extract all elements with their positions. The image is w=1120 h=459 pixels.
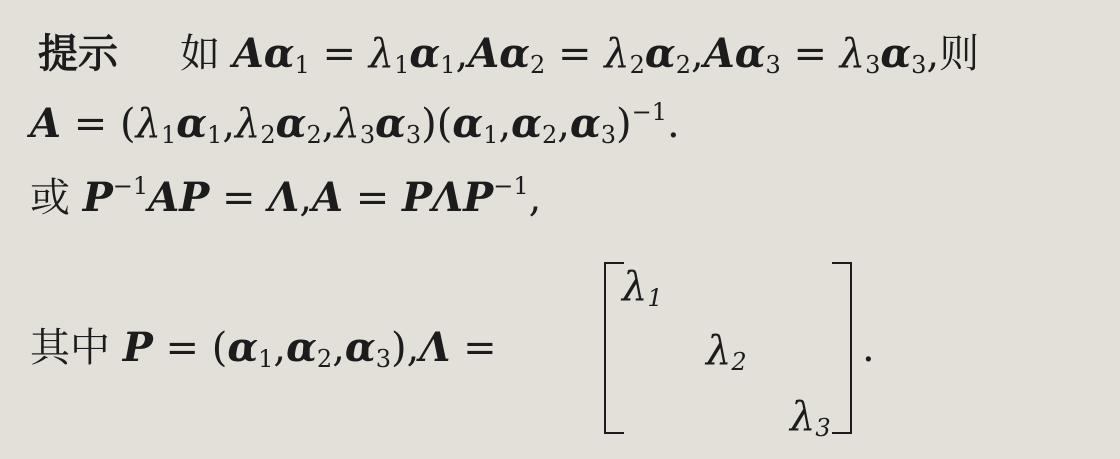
- hint-label: 提示: [38, 31, 118, 77]
- hint-line: 提示 如 $A\alpha_1 = \lambda_1\alpha_1,A\alpha_2 = \lambda_2\alpha_2,A\alpha_3 = \lambda_3\alpha_3$,则: [38, 30, 980, 79]
- eq-a3: $A\alpha_3 = \lambda_3\alpha_3$: [703, 30, 927, 79]
- matrix-entry-2: $\lambda_2$: [706, 328, 747, 376]
- where-word: 其中: [30, 325, 110, 371]
- formula-line-3: 或 $P^{-1}AP = \Lambda,A = P\Lambda P^{-1}$,: [30, 172, 542, 221]
- matrix-left-bracket: [604, 262, 624, 434]
- eq-a1: $A\alpha_1 = \lambda_1\alpha_1$: [232, 30, 456, 79]
- or-word: 或: [30, 175, 70, 221]
- then-word: 则: [939, 31, 980, 77]
- matrix-entry-1: $\lambda_1$: [622, 264, 663, 312]
- period: .: [862, 325, 875, 371]
- if-word: 如: [180, 31, 220, 77]
- eq-a2: $A\alpha_2 = \lambda_2\alpha_2$: [468, 30, 691, 79]
- matrix-right-bracket: [832, 262, 852, 434]
- formula-line-4: 其中 $P = (\alpha_1,\alpha_2,\alpha_3),\Lambda$ =: [30, 324, 497, 373]
- formula-line-2: $A = (\lambda_1\alpha_1,\lambda_2\alpha_2,\lambda_3\alpha_3)(\alpha_1,\alpha_2,\alpha_3)^{-1}$.: [30, 98, 680, 149]
- matrix-entry-3: $\lambda_3$: [790, 394, 831, 442]
